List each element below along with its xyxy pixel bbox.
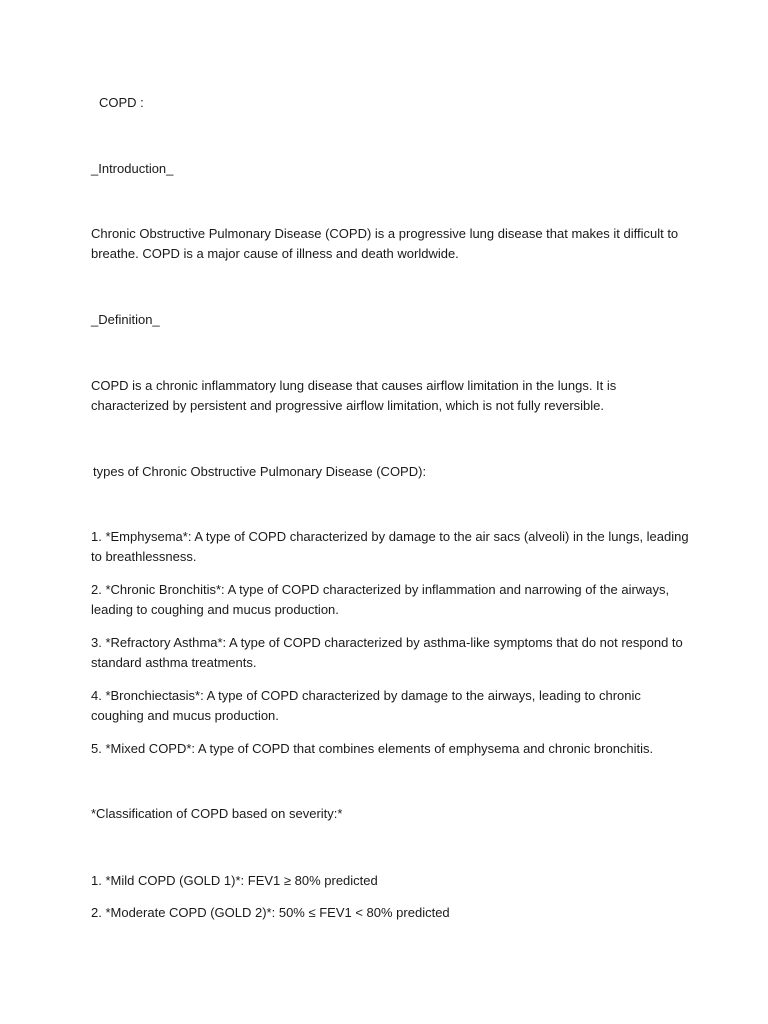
definition-paragraph: COPD is a chronic inflammatory lung disease that causes airflow limitation in the lungs. It is characterized by persistent and progressive airflow limitation, which is not fully reversible. (91, 378, 617, 413)
classification-heading: *Classification of COPD based on severity:* (91, 806, 343, 821)
type-item-chronic-bronchitis: 2. *Chronic Bronchitis*: A type of COPD characterized by inflammation and narrowing of the airways, leading to coughing and mucus production. (91, 582, 670, 617)
classification-item-moderate: 2. *Moderate COPD (GOLD 2)*: 50% ≤ FEV1 < 80% predicted (91, 905, 450, 920)
definition-heading: _Definition_ (91, 312, 160, 327)
introduction-heading: _Introduction_ (91, 161, 174, 176)
type-item-emphysema: 1. *Emphysema*: A type of COPD characterized by damage to the air sacs (alveoli) in the lungs, leading to breathlessness. (91, 529, 689, 564)
type-item-refractory-asthma: 3. *Refractory Asthma*: A type of COPD characterized by asthma-like symptoms that do not respond to standard asthma treatments. (91, 635, 683, 670)
document-title: COPD : (99, 95, 144, 110)
types-heading: types of Chronic Obstructive Pulmonary Disease (COPD): (93, 464, 427, 479)
type-item-bronchiectasis: 4. *Bronchiectasis*: A type of COPD characterized by damage to the airways, leading to chronic coughing and mucus production. (91, 688, 641, 723)
classification-item-mild: 1. *Mild COPD (GOLD 1)*: FEV1 ≥ 80% predicted (91, 873, 378, 888)
introduction-paragraph: Chronic Obstructive Pulmonary Disease (COPD) is a progressive lung disease that makes it difficult to breathe. COPD is a major cause of illness and death worldwide. (91, 226, 679, 261)
type-item-mixed-copd: 5. *Mixed COPD*: A type of COPD that combines elements of emphysema and chronic bronchitis. (91, 741, 654, 756)
